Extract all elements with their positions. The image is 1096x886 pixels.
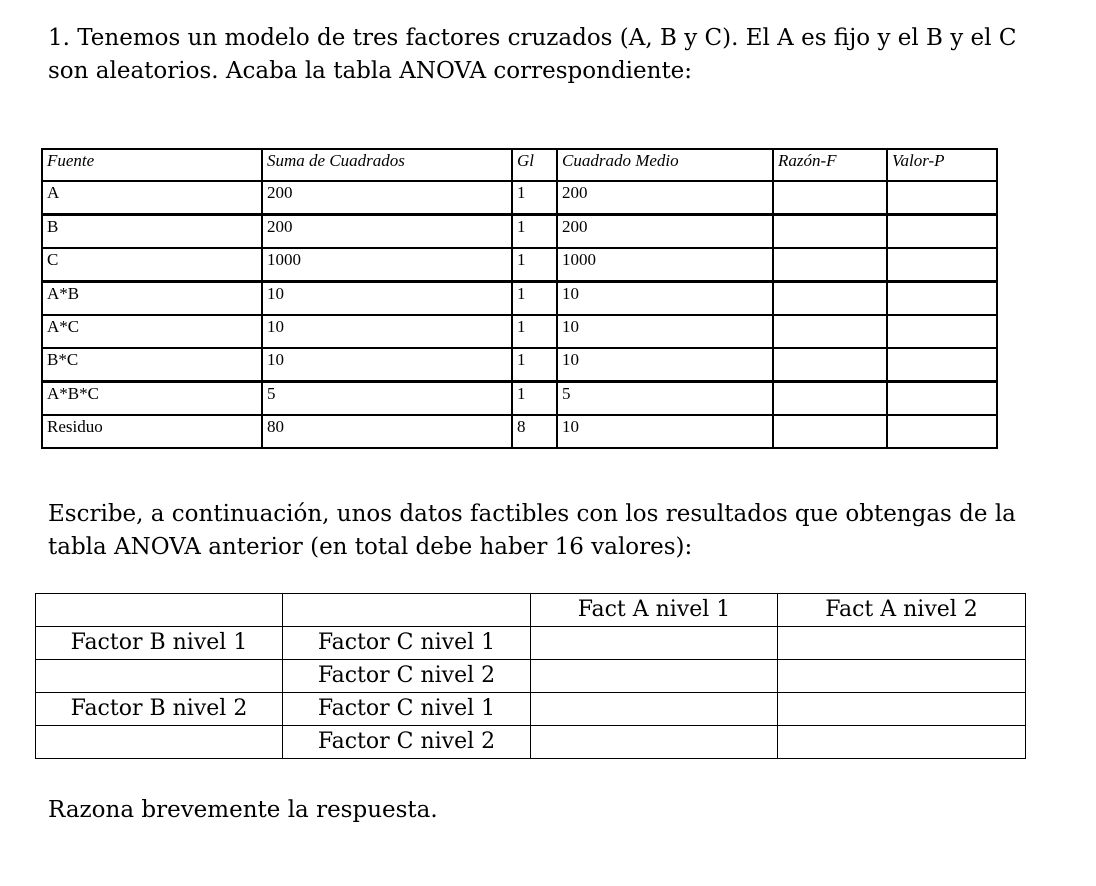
cell-valor-p[interactable] [887,415,997,448]
table-row [42,215,997,249]
data-table [35,593,1026,759]
cell-factor-c: Factor C nivel 2 [283,726,531,759]
cell-suma-cuadrados: 10 [262,282,512,316]
cell-a-nivel-1[interactable] [531,660,778,693]
cell-a-nivel-2[interactable] [778,726,1026,759]
cell-cuadrado-medio: 10 [557,348,773,382]
cell-valor-p[interactable] [887,382,997,416]
cell-valor-p[interactable] [887,181,997,215]
cell-factor-b [36,660,283,693]
cell-gl: 1 [512,248,557,282]
question-3-text: Razona brevemente la respuesta. [48,797,438,823]
cell-gl: 1 [512,181,557,215]
table-row [42,315,997,348]
cell-suma-cuadrados: 80 [262,415,512,448]
cell-razon-f[interactable] [773,248,887,282]
cell-gl: 1 [512,382,557,416]
cell-factor-c: Factor C nivel 1 [283,693,531,726]
cell-suma-cuadrados: 10 [262,348,512,382]
cell-gl: 1 [512,215,557,249]
cell-cuadrado-medio: 10 [557,282,773,316]
cell-factor-b: Factor B nivel 1 [36,627,283,660]
cell-suma-cuadrados: 1000 [262,248,512,282]
header-fact-a-nivel-1: Fact A nivel 1 [531,594,778,627]
cell-fuente: B*C [42,348,262,382]
table-row [36,693,1026,726]
cell-gl: 1 [512,282,557,316]
data-header-row [36,594,1026,627]
cell-fuente: A*B*C [42,382,262,416]
table-row [42,348,997,382]
cell-valor-p[interactable] [887,348,997,382]
header-suma-cuadrados: Suma de Cuadrados [262,149,512,181]
question-2-text: Escribe, a continuación, unos datos factibles con los resultados que obtengas de la tabla ANOVA anterior (en total debe haber 16 valores): [48,501,1016,560]
header-empty-c [283,594,531,627]
cell-cuadrado-medio: 1000 [557,248,773,282]
table-row [42,415,997,448]
cell-fuente: C [42,248,262,282]
header-valor-p: Valor-P [887,149,997,181]
cell-gl: 8 [512,415,557,448]
cell-razon-f[interactable] [773,348,887,382]
cell-factor-c: Factor C nivel 2 [283,660,531,693]
cell-fuente: A*C [42,315,262,348]
table-row [42,248,997,282]
cell-fuente: B [42,215,262,249]
anova-table [41,148,998,449]
cell-gl: 1 [512,315,557,348]
cell-factor-b: Factor B nivel 2 [36,693,283,726]
cell-valor-p[interactable] [887,282,997,316]
cell-cuadrado-medio: 10 [557,315,773,348]
cell-a-nivel-1[interactable] [531,627,778,660]
cell-valor-p[interactable] [887,248,997,282]
cell-fuente: Residuo [42,415,262,448]
header-gl: Gl [512,149,557,181]
cell-valor-p[interactable] [887,315,997,348]
cell-razon-f[interactable] [773,282,887,316]
cell-suma-cuadrados: 5 [262,382,512,416]
cell-razon-f[interactable] [773,415,887,448]
cell-a-nivel-2[interactable] [778,660,1026,693]
question-1-text: 1. Tenemos un modelo de tres factores cruzados (A, B y C). El A es fijo y el B y el C son aleatorios. Acaba la tabla ANOVA correspondiente: [48,25,1017,84]
header-fuente: Fuente [42,149,262,181]
cell-a-nivel-2[interactable] [778,627,1026,660]
cell-valor-p[interactable] [887,215,997,249]
cell-cuadrado-medio: 5 [557,382,773,416]
cell-cuadrado-medio: 200 [557,215,773,249]
table-row [42,382,997,416]
header-cuadrado-medio: Cuadrado Medio [557,149,773,181]
cell-razon-f[interactable] [773,315,887,348]
cell-suma-cuadrados: 200 [262,215,512,249]
anova-header-row [42,149,997,181]
cell-suma-cuadrados: 10 [262,315,512,348]
cell-razon-f[interactable] [773,382,887,416]
header-fact-a-nivel-2: Fact A nivel 2 [778,594,1026,627]
cell-factor-c: Factor C nivel 1 [283,627,531,660]
table-row [36,726,1026,759]
header-razon-f: Razón-F [773,149,887,181]
cell-fuente: A [42,181,262,215]
cell-a-nivel-1[interactable] [531,693,778,726]
cell-a-nivel-1[interactable] [531,726,778,759]
cell-cuadrado-medio: 200 [557,181,773,215]
table-row [42,282,997,316]
table-row [42,181,997,215]
table-row [36,660,1026,693]
cell-cuadrado-medio: 10 [557,415,773,448]
cell-razon-f[interactable] [773,181,887,215]
cell-a-nivel-2[interactable] [778,693,1026,726]
cell-factor-b [36,726,283,759]
cell-fuente: A*B [42,282,262,316]
table-row [36,627,1026,660]
cell-suma-cuadrados: 200 [262,181,512,215]
cell-gl: 1 [512,348,557,382]
cell-razon-f[interactable] [773,215,887,249]
header-empty-b [36,594,283,627]
